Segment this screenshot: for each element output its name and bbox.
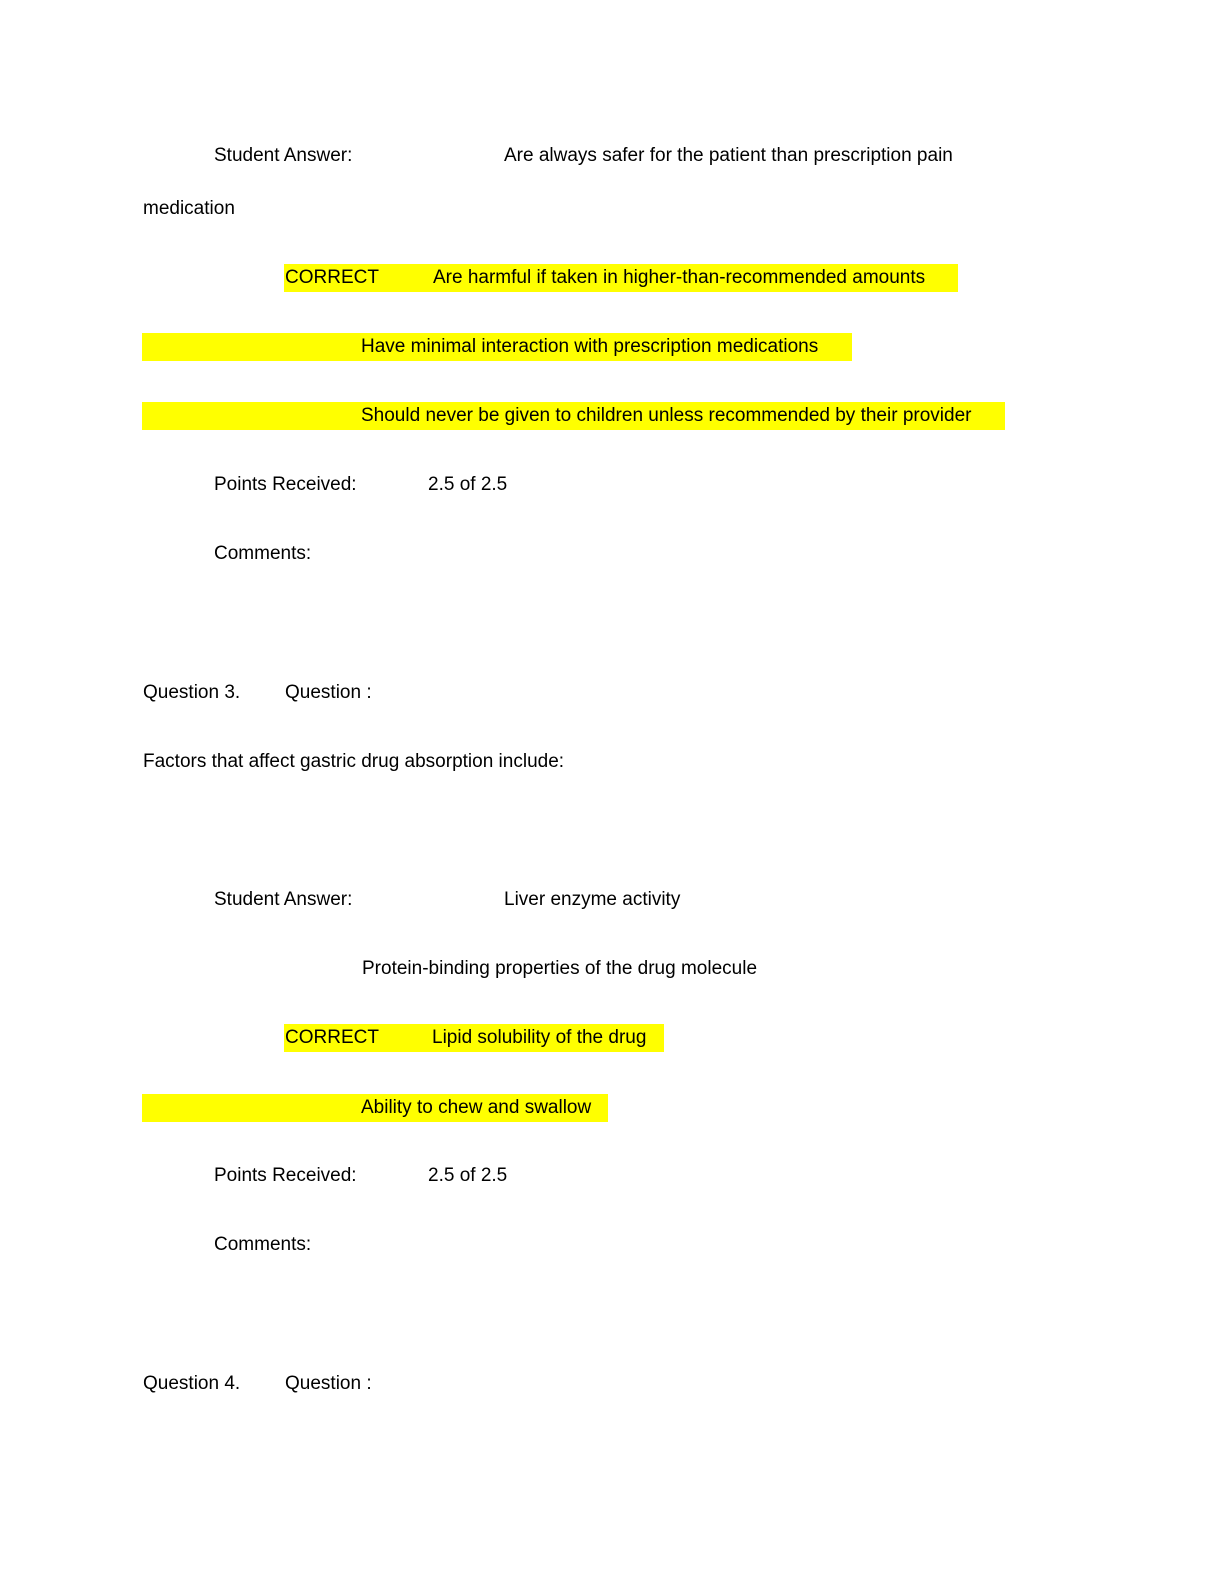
question-number: Question 3. [143,682,241,703]
points-received-value: 2.5 of 2.5 [428,474,508,495]
student-answer-label: Student Answer: [214,889,353,910]
question-prompt: Factors that affect gastric drug absorption include: [143,751,565,772]
question-label: Question : [285,1373,372,1394]
points-received-label: Points Received: [214,1165,357,1186]
comments-label: Comments: [214,1234,312,1255]
comments-label: Comments: [214,543,312,564]
answer-option: Have minimal interaction with prescription medications [361,336,819,357]
question-number: Question 4. [143,1373,241,1394]
correct-answer-option: Are harmful if taken in higher-than-recommended amounts [433,267,926,288]
answer-option: Should never be given to children unless recommended by their provider [361,405,972,426]
correct-tag: CORRECT [285,1027,379,1048]
student-answer-text-continued: medication [143,198,235,219]
answer-option: Protein-binding properties of the drug molecule [362,958,758,979]
points-received-label: Points Received: [214,474,357,495]
student-answer-label: Student Answer: [214,145,353,166]
student-answer-text: Are always safer for the patient than prescription pain [504,145,953,166]
correct-answer-option: Lipid solubility of the drug [432,1027,647,1048]
question-label: Question : [285,682,372,703]
correct-tag: CORRECT [285,267,379,288]
answer-option: Liver enzyme activity [504,889,681,910]
answer-option: Ability to chew and swallow [361,1097,592,1118]
points-received-value: 2.5 of 2.5 [428,1165,508,1186]
